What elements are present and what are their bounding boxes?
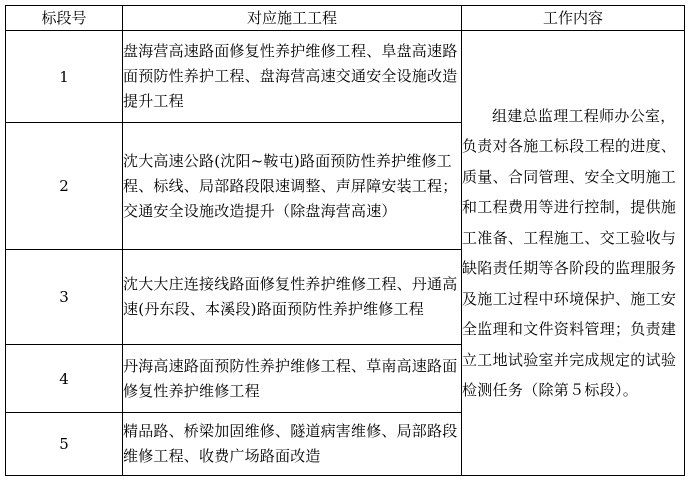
project-cell: 丹海高速路面预防性养护维修工程、草南高速路面修复性养护维修工程 <box>123 345 462 413</box>
project-cell: 沈大大庄连接线路面修复性养护维修工程、丹通高速(丹东段、本溪段)路面预防性养护维修工程 <box>123 250 462 345</box>
header-section-no: 标段号 <box>6 6 123 31</box>
project-cell: 精品路、桥梁加固维修、隧道病害维修、局部路段维修工程、收费广场路面改造 <box>123 413 462 476</box>
header-work-content: 工作内容 <box>462 6 685 31</box>
section-number-cell: 2 <box>6 123 123 250</box>
section-number-cell: 3 <box>6 250 123 345</box>
project-cell: 盘海营高速路面修复性养护维修工程、阜盘高速路面预防性养护工程、盘海营高速交通安全设施改造提升工程 <box>123 31 462 123</box>
section-number-cell: 1 <box>6 31 123 123</box>
table-row <box>6 31 685 123</box>
section-number-cell: 5 <box>6 413 123 476</box>
header-project: 对应施工工程 <box>123 6 462 31</box>
section-number-cell: 4 <box>6 345 123 413</box>
project-cell: 沈大高速公路(沈阳~鞍屯)路面预防性养护维修工程、标线、局部路段限速调整、声屏障安装工程；交通安全设施改造提升（除盘海营高速） <box>123 123 462 250</box>
work-content-cell: 组建总监理工程师办公室，负责对各施工标段工程的进度、质量、合同管理、安全文明施工和工程费用等进行控制，提供施工准备、工程施工、交工验收与缺陷责任期等各阶段的监理服务及施工过程中环境保护、施工安全监理和文件资料管理；负责建立工地试验室并完成规定的试验检测任务（除第５标段）。 <box>462 31 685 476</box>
bid-section-table <box>5 5 685 476</box>
table-header-row <box>6 6 685 31</box>
